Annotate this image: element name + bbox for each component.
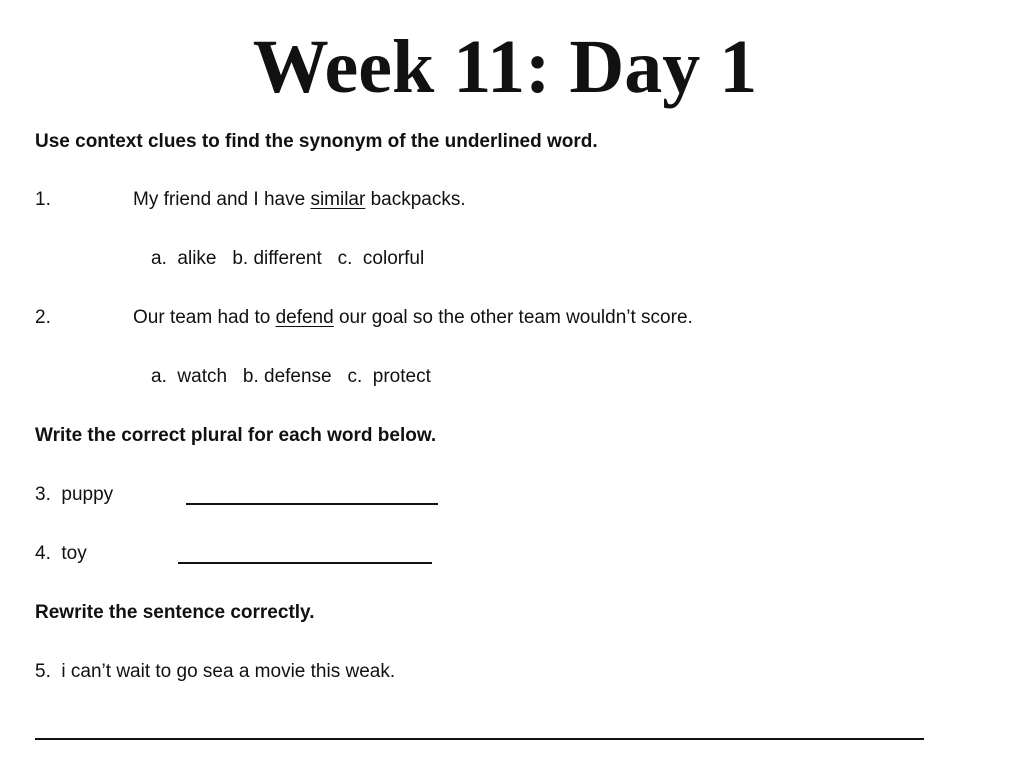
question-1-number: 1.	[35, 189, 51, 210]
plural-item-4-answer-line[interactable]	[178, 562, 432, 564]
plural-item-3-answer-line[interactable]	[186, 503, 438, 505]
plural-item-4-label: 4. toy	[35, 543, 87, 564]
synonym-instruction: Use context clues to find the synonym of the underlined word.	[35, 131, 598, 152]
page-title: Week 11: Day 1	[252, 25, 758, 109]
question-1-underlined-word: similar	[310, 189, 366, 210]
question-2-sentence	[133, 307, 693, 329]
question-2-text-after: our goal so the other team wouldn’t score.	[333, 307, 693, 328]
question-1-sentence	[133, 189, 466, 211]
question-1-text-before: My friend and I have	[133, 189, 311, 210]
question-2-underlined-word: defend	[275, 307, 334, 328]
rewrite-answer-line[interactable]	[35, 738, 924, 740]
question-2-number: 2.	[35, 307, 51, 328]
question-2-options: a. watch b. defense c. protect	[151, 366, 431, 387]
rewrite-instruction: Rewrite the sentence correctly.	[35, 602, 315, 623]
plural-item-3-label: 3. puppy	[35, 484, 114, 505]
question-1-text-after: backpacks.	[365, 189, 466, 210]
question-1-options: a. alike b. different c. colorful	[151, 248, 425, 269]
plural-instruction: Write the correct plural for each word below.	[35, 425, 437, 446]
question-2-text-before: Our team had to	[133, 307, 276, 328]
rewrite-sentence: 5. i can’t wait to go sea a movie this weak.	[35, 661, 396, 682]
